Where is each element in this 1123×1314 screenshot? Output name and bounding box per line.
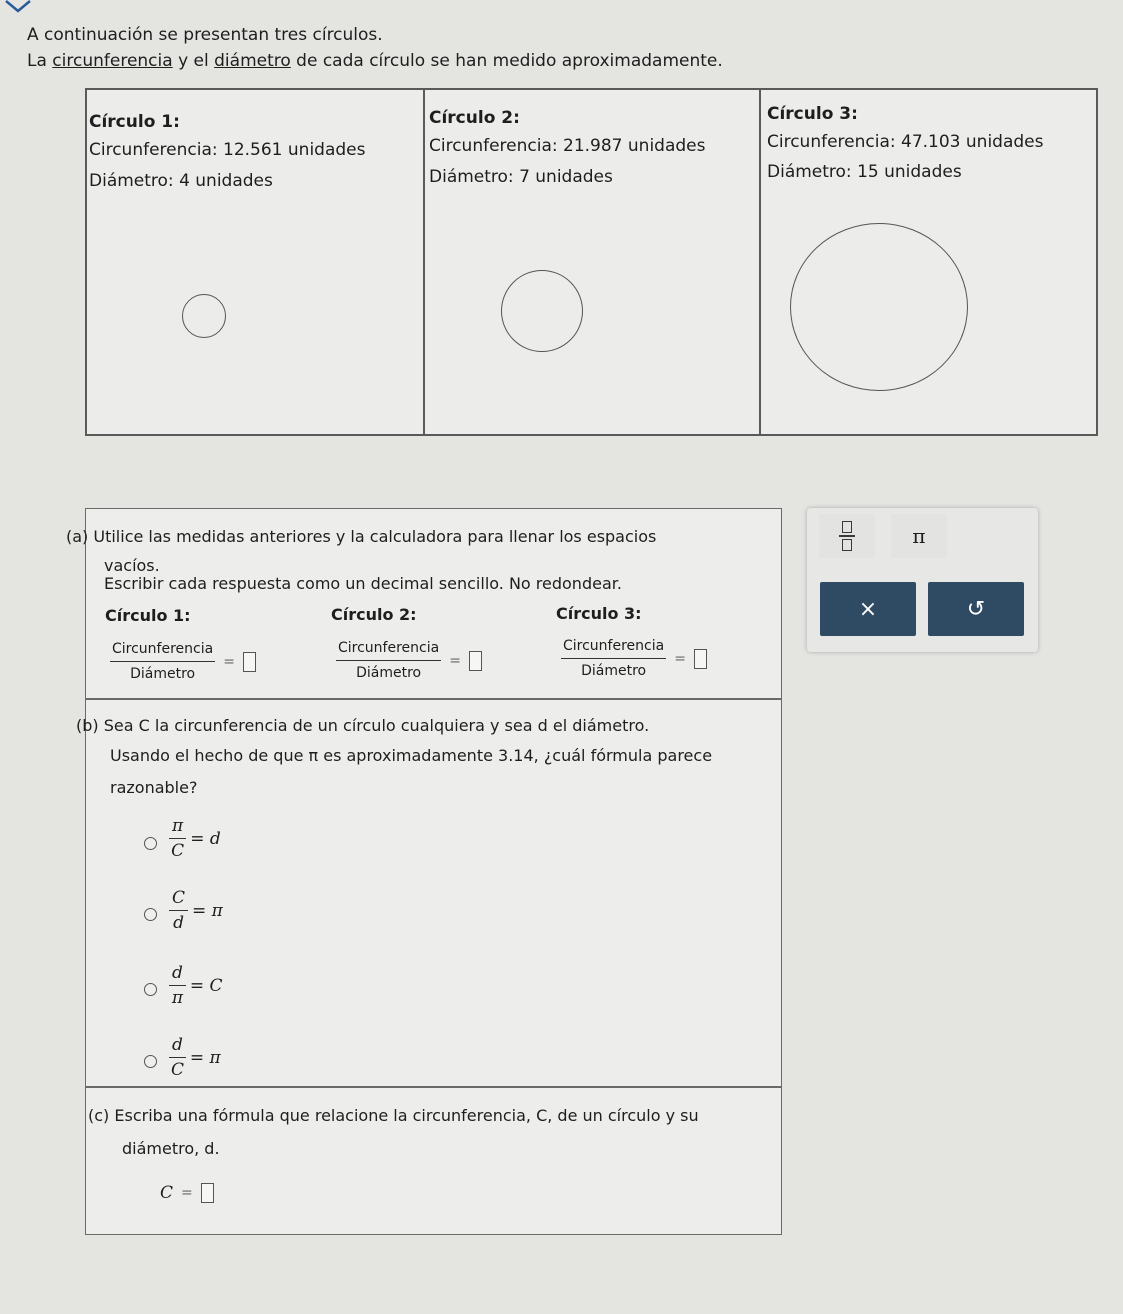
math-toolbox: [807, 508, 1038, 652]
numerator: Circunferencia: [110, 641, 215, 662]
option-radio-4[interactable]: [144, 1055, 157, 1068]
formula-c-row: [160, 1183, 214, 1203]
numerator: d: [169, 963, 186, 986]
intro-text: de cada círculo se han medido aproximadamente.: [290, 51, 723, 71]
circle-1-title: Círculo 1:: [89, 112, 180, 132]
option-radio-3[interactable]: [144, 983, 157, 996]
circle-1-circumference: Circunferencia: 12.561 unidades: [89, 140, 366, 160]
numerator: d: [169, 1035, 186, 1058]
numerator: Circunferencia: [336, 640, 441, 661]
pi-icon: π: [912, 524, 926, 548]
equals-sign: =: [449, 652, 461, 669]
option-formula-3: [169, 963, 223, 1008]
section-divider: [86, 1086, 781, 1088]
circle-3-diameter: Diámetro: 15 unidades: [767, 162, 962, 182]
equals-sign: =: [223, 653, 235, 670]
fraction-icon-bottom: [842, 539, 852, 551]
denominator: C: [171, 841, 185, 861]
column-divider: [759, 90, 761, 434]
ratio-circle-2: [336, 640, 482, 681]
equals-sign: =: [181, 1185, 193, 1201]
fraction-icon-top: [842, 521, 852, 533]
undo-button[interactable]: [928, 582, 1024, 636]
part-a-circle-2-title: Círculo 2:: [331, 605, 417, 624]
section-divider: [86, 698, 781, 700]
part-a-circle-1-title: Círculo 1:: [105, 606, 191, 625]
ratio-circle-3: [561, 638, 707, 679]
answer-input-circle-1[interactable]: [243, 652, 256, 672]
circle-1-shape: [182, 294, 226, 338]
part-a-circle-3-title: Círculo 3:: [556, 604, 642, 623]
denominator: Diámetro: [130, 666, 196, 682]
formula-rhs: = π: [192, 900, 223, 921]
ratio-circle-1: [110, 641, 256, 682]
option-radio-2[interactable]: [144, 908, 157, 921]
formula-c-input[interactable]: [201, 1183, 214, 1203]
fraction-icon-bar: [839, 535, 855, 537]
formula-rhs: = d: [190, 828, 221, 849]
numerator: C: [169, 888, 188, 911]
column-divider: [423, 90, 425, 434]
fraction: [169, 888, 188, 933]
part-a-line-1: (a) Utilice las medidas anteriores y la calculadora para llenar los espacios: [66, 527, 657, 546]
denominator: Diámetro: [356, 665, 422, 681]
part-a-line-2: vacíos.: [104, 556, 160, 575]
circle-2-diameter: Diámetro: 7 unidades: [429, 167, 613, 187]
fraction: [169, 963, 186, 1008]
clear-button[interactable]: [820, 582, 916, 636]
answer-input-circle-2[interactable]: [469, 651, 482, 671]
formula-rhs: = π: [189, 1047, 221, 1068]
circunferencia-link[interactable]: circunferencia: [52, 51, 173, 71]
intro-line-1: A continuación se presentan tres círculos.: [27, 25, 383, 45]
answer-input-circle-3[interactable]: [694, 649, 707, 669]
numerator: Circunferencia: [561, 638, 666, 659]
chevron-down-icon[interactable]: [2, 0, 34, 16]
denominator: d: [173, 913, 184, 933]
equals-sign: =: [674, 650, 686, 667]
denominator: C: [170, 1060, 184, 1080]
part-c-line-1: (c) Escriba una fórmula que relacione la circunferencia, C, de un círculo y su: [88, 1106, 699, 1125]
part-b-line-2: Usando el hecho de que π es aproximadamente 3.14, ¿cuál fórmula parece: [110, 746, 713, 765]
option-formula-1: [169, 816, 221, 861]
part-a-line-3: Escribir cada respuesta como un decimal sencillo. No redondear.: [104, 574, 622, 593]
formula-rhs: = C: [189, 975, 223, 996]
fraction: [336, 640, 441, 681]
formula-lhs: C: [160, 1183, 174, 1203]
numerator: π: [169, 816, 186, 839]
denominator: π: [171, 988, 184, 1008]
pi-button[interactable]: [891, 514, 947, 558]
circles-figure: [85, 88, 1098, 436]
circle-3-shape: [790, 223, 968, 391]
circle-1-diameter: Diámetro: 4 unidades: [89, 171, 273, 191]
denominator: Diámetro: [581, 663, 647, 679]
circle-2-shape: [501, 270, 583, 352]
circle-3-circumference: Circunferencia: 47.103 unidades: [767, 132, 1044, 152]
undo-icon: ↺: [966, 596, 986, 622]
intro-line-2: [27, 51, 723, 71]
fraction: [169, 1035, 186, 1080]
intro-text: La: [27, 51, 53, 71]
question-panel: [66, 508, 782, 1235]
fraction: [169, 816, 186, 861]
option-radio-1[interactable]: [144, 837, 157, 850]
fraction: [110, 641, 215, 682]
option-formula-4: [169, 1035, 221, 1080]
circle-2-circumference: Circunferencia: 21.987 unidades: [429, 136, 706, 156]
option-formula-2: [169, 888, 223, 933]
intro-text: y el: [172, 51, 215, 71]
fraction-button[interactable]: [819, 514, 875, 558]
fraction-icon: [839, 521, 855, 551]
part-c-line-2: diámetro, d.: [122, 1139, 220, 1158]
diametro-link[interactable]: diámetro: [214, 51, 291, 71]
part-b-line-1: (b) Sea C la circunferencia de un círculo cualquiera y sea d el diámetro.: [76, 716, 650, 735]
fraction: [561, 638, 666, 679]
circle-2-title: Círculo 2:: [429, 108, 520, 128]
circle-3-title: Círculo 3:: [767, 104, 858, 124]
clear-icon: ×: [858, 596, 878, 622]
part-b-line-3: razonable?: [110, 778, 198, 797]
